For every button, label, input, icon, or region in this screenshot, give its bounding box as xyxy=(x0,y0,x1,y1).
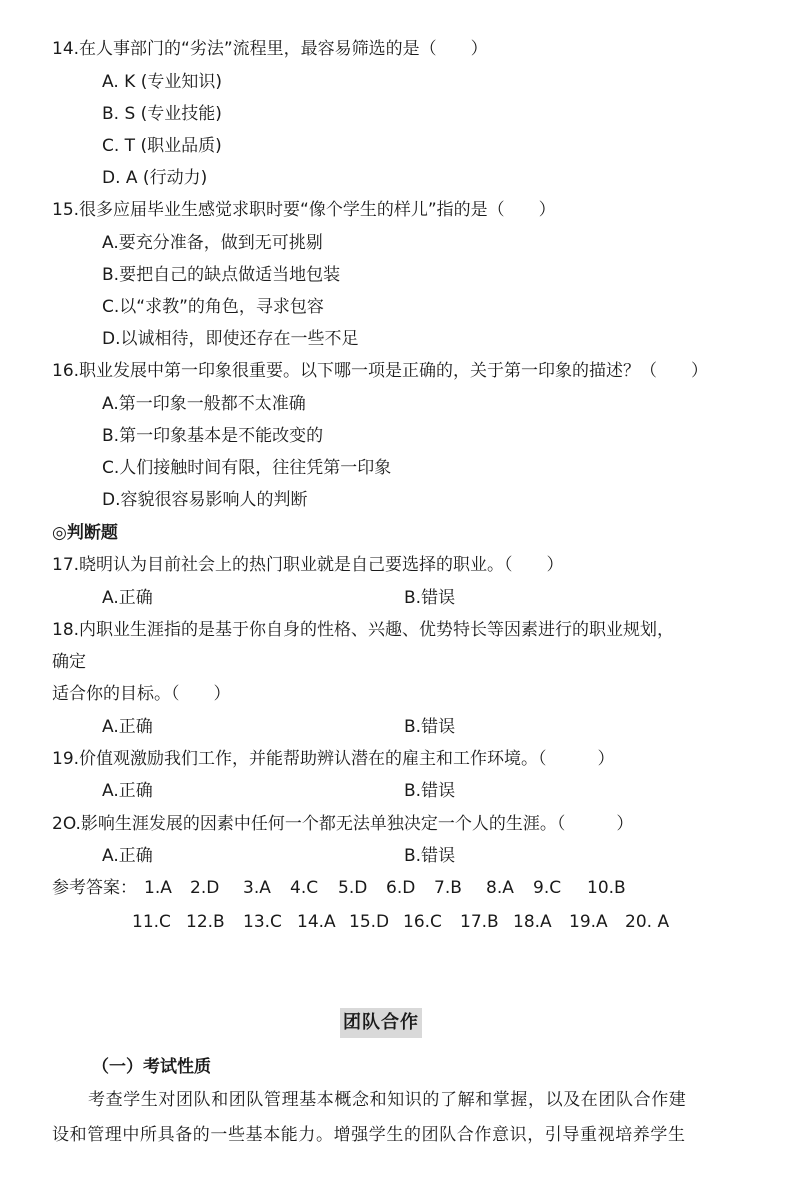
answer-item: 10.B xyxy=(587,878,626,898)
answer-item: 13.C xyxy=(243,912,282,932)
answer-item: 1.A xyxy=(144,878,172,898)
answer-item: 12.B xyxy=(186,912,225,932)
question-18-line2: 确定 xyxy=(52,652,86,672)
question-18-line3: 适合你的目标。（ ） xyxy=(52,684,231,704)
question-15: 15.很多应届毕业生感觉求职时要“像个学生的样儿”指的是（ ） xyxy=(52,200,556,220)
option-20-b: B.错误 xyxy=(404,846,456,866)
option-19-b: B.错误 xyxy=(404,781,456,801)
option-14-a: A. K (专业知识) xyxy=(102,72,222,92)
option-15-b: B.要把自己的缺点做适当地包装 xyxy=(102,265,341,285)
question-18-line1: 18.内职业生涯指的是基于你自身的性格、兴趣、优势特长等因素进行的职业规划， xyxy=(52,620,675,640)
answer-item: 4.C xyxy=(290,878,319,898)
option-15-a: A.要充分准备，做到无可挑剔 xyxy=(102,233,323,253)
option-20-a: A.正确 xyxy=(102,846,153,866)
answer-item: 11.C xyxy=(132,912,171,932)
answer-key-row-1 xyxy=(0,876,797,900)
option-17-b: B.错误 xyxy=(404,588,456,608)
answer-item: 6.D xyxy=(386,878,416,898)
answer-item: 9.C xyxy=(533,878,562,898)
answer-item: 2.D xyxy=(190,878,220,898)
answer-item: 5.D xyxy=(338,878,368,898)
option-14-b: B. S (专业技能) xyxy=(102,104,222,124)
option-14-d: D. A (行动力) xyxy=(102,168,208,188)
answer-item: 14.A xyxy=(297,912,336,932)
question-14: 14.在人事部门的“劣法”流程里，最容易筛选的是（ ） xyxy=(52,39,488,59)
answer-item: 19.A xyxy=(569,912,608,932)
option-18-b: B.错误 xyxy=(404,717,456,737)
answer-key-label: 参考答案： xyxy=(52,878,137,898)
option-15-c: C.以“求教”的角色，寻求包容 xyxy=(102,297,324,317)
answer-item: 18.A xyxy=(513,912,552,932)
section-subtitle: （一）考试性质 xyxy=(92,1057,211,1077)
paragraph-line-2: 设和管理中所具备的一些基本能力。增强学生的团队合作意识，引导重视培养学生 xyxy=(52,1125,686,1145)
option-16-c: C.人们接触时间有限，往往凭第一印象 xyxy=(102,458,392,478)
section-title: 团队合作 xyxy=(340,1008,422,1038)
answer-item: 15.D xyxy=(349,912,390,932)
option-16-b: B.第一印象基本是不能改变的 xyxy=(102,426,324,446)
question-19: 19.价值观激励我们工作，并能帮助辨认潜在的雇主和工作环境。（ ） xyxy=(52,749,615,769)
question-20: 2O.影响生涯发展的因素中任何一个都无法单独决定一个人的生涯。（ ） xyxy=(52,814,634,834)
option-14-c: C. T (职业品质) xyxy=(102,136,222,156)
tf-heading: ◎判断题 xyxy=(52,523,118,543)
option-15-d: D.以诚相待，即使还存在一些不足 xyxy=(102,329,359,349)
question-16: 16.职业发展中第一印象很重要。以下哪一项是正确的，关于第一印象的描述？（ ） xyxy=(52,361,709,381)
answer-item: 20. A xyxy=(625,912,670,932)
option-19-a: A.正确 xyxy=(102,781,153,801)
answer-item: 7.B xyxy=(434,878,462,898)
question-17: 17.晓明认为目前社会上的热门职业就是自己要选择的职业。（ ） xyxy=(52,555,564,575)
option-18-a: A.正确 xyxy=(102,717,153,737)
option-16-d: D.容貌很容易影响人的判断 xyxy=(102,490,308,510)
answer-item: 3.A xyxy=(243,878,271,898)
answer-item: 17.B xyxy=(460,912,499,932)
answer-key-row-2 xyxy=(0,910,797,934)
option-17-a: A.正确 xyxy=(102,588,153,608)
answer-item: 8.A xyxy=(486,878,514,898)
paragraph-line-1: 考查学生对团队和团队管理基本概念和知识的了解和掌握，以及在团队合作建 xyxy=(88,1090,687,1110)
answer-item: 16.C xyxy=(403,912,442,932)
option-16-a: A.第一印象一般都不太准确 xyxy=(102,394,306,414)
